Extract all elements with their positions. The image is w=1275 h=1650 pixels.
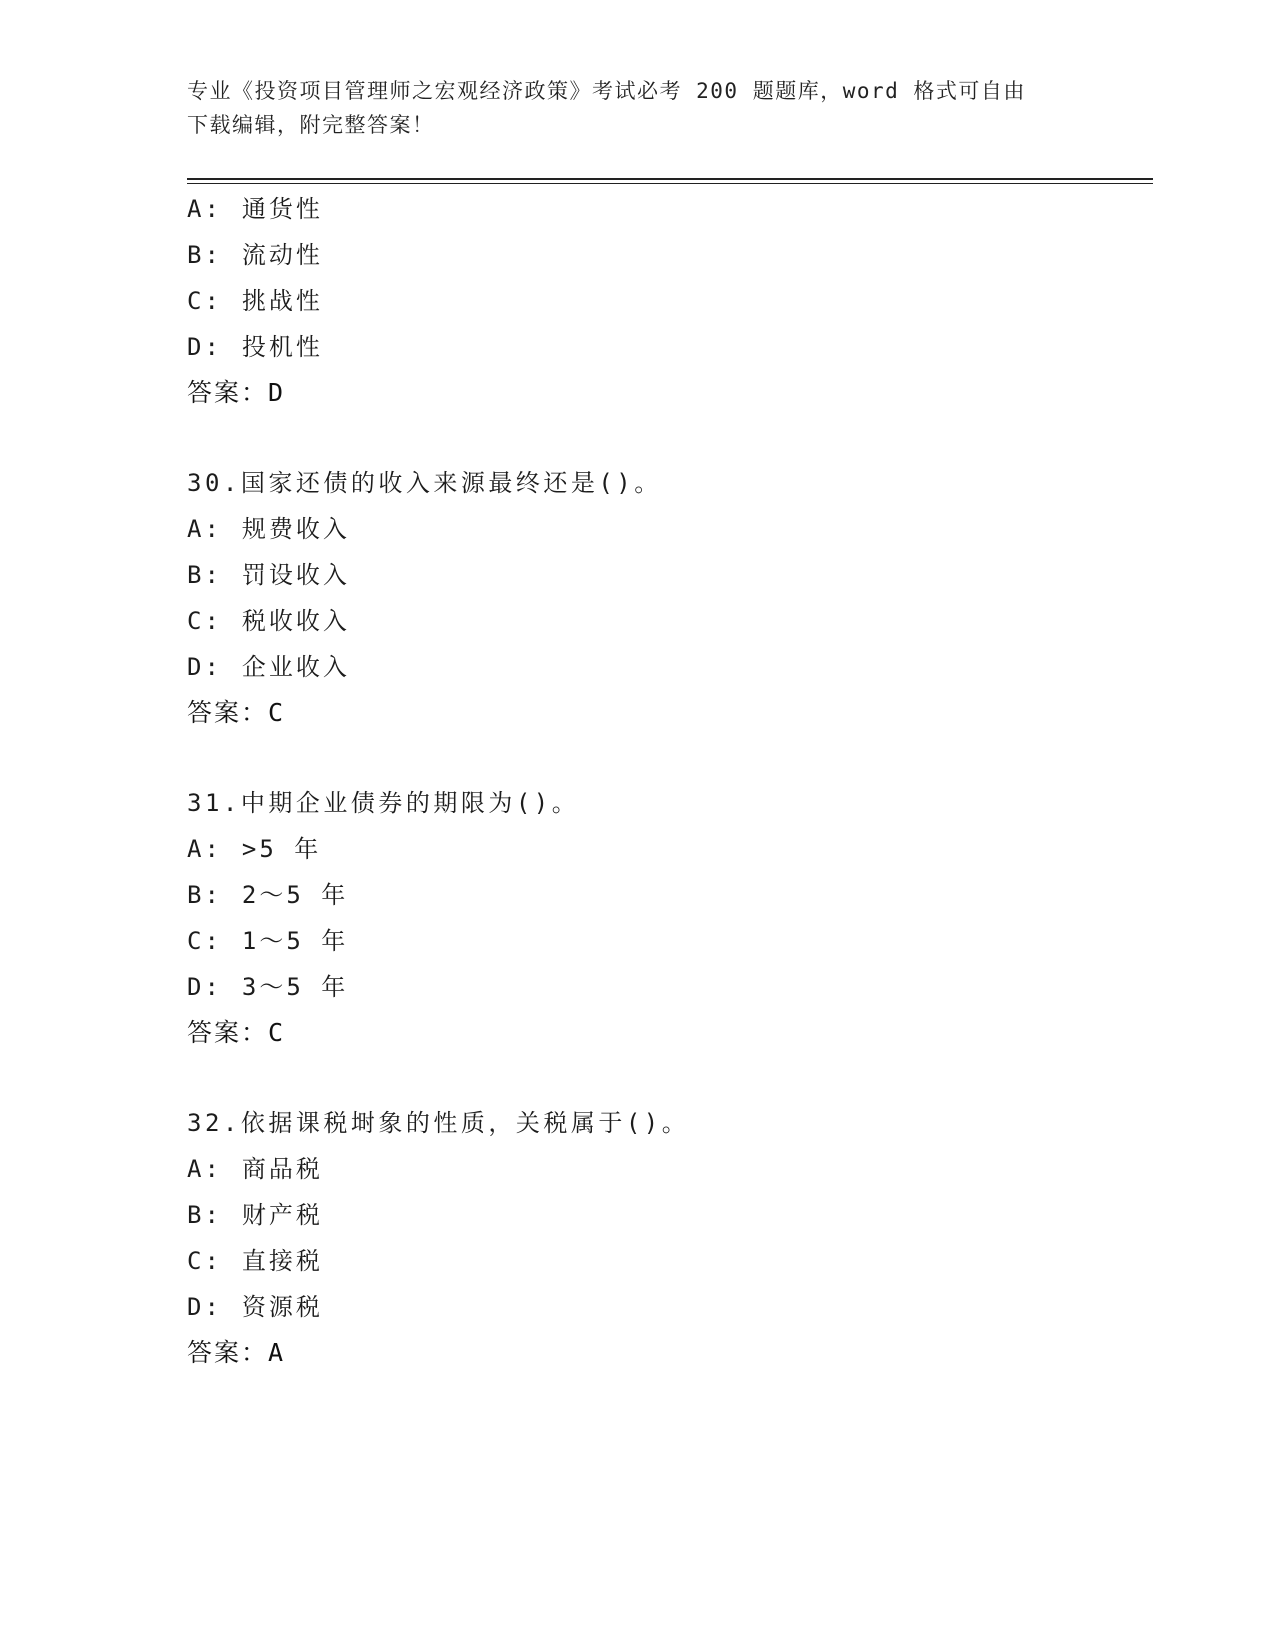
answer-label: 答案：: [187, 1018, 269, 1047]
question-stem: 31.中期企业债券的期限为()。: [187, 789, 580, 817]
option-c: C: 1～5 年: [187, 927, 349, 955]
option-a: A: >5 年: [187, 835, 322, 863]
answer-label: 答案：: [187, 1338, 269, 1367]
document-header: [187, 74, 1087, 142]
option-text: 商品税: [241, 1155, 323, 1183]
option-c: C: 税收收入: [187, 607, 350, 635]
option-b: B: 财产税: [187, 1201, 323, 1229]
option-text: 投机性: [241, 333, 323, 361]
option-text: 财产税: [241, 1201, 323, 1229]
option-text: 挑战性: [241, 287, 323, 315]
option-text: 资源税: [241, 1293, 323, 1321]
option-text: 通货性: [241, 195, 323, 223]
option-text: 1～5 年: [241, 927, 349, 955]
question-block: [187, 780, 1153, 1056]
option-text: 2～5 年: [241, 881, 349, 909]
option-d: D: 企业收入: [187, 653, 350, 681]
answer-value: D: [268, 378, 286, 407]
option-a: A: 商品税: [187, 1155, 323, 1183]
option-text: 直接税: [241, 1247, 323, 1275]
option-b: B: 罚设收入: [187, 561, 350, 589]
option-text: 企业收入: [241, 653, 350, 681]
option-text: 税收收入: [241, 607, 350, 635]
question-stem: 32.依据课税埘象的性质，关税属于()。: [187, 1109, 690, 1137]
header-divider-thick: [187, 178, 1153, 180]
header-line-1: 专业《投资项目管理师之宏观经济政策》考试必考 200 题题库，word 格式可自由: [187, 79, 1026, 103]
option-text: 流动性: [241, 241, 323, 269]
answer-value: C: [268, 698, 286, 727]
option-c: C: 挑战性: [187, 287, 323, 315]
header-divider-thin: [187, 183, 1153, 184]
answer-label: 答案：: [187, 378, 269, 407]
option-d: D: 资源税: [187, 1293, 323, 1321]
answer-line: [187, 1010, 1153, 1056]
option-a: A: 通货性: [187, 195, 323, 223]
option-c: C: 直接税: [187, 1247, 323, 1275]
header-line-2: 下载编辑，附完整答案！: [187, 113, 435, 137]
question-block: [187, 460, 1153, 736]
question-block: [187, 1100, 1153, 1376]
option-text: 规费收入: [241, 515, 350, 543]
option-d: D: 投机性: [187, 333, 323, 361]
answer-value: C: [268, 1018, 286, 1047]
option-text: 3～5 年: [241, 973, 349, 1001]
question-block: [187, 186, 1153, 416]
option-d: D: 3～5 年: [187, 973, 349, 1001]
question-list: [187, 186, 1153, 1420]
answer-line: [187, 690, 1153, 736]
option-b: B: 流动性: [187, 241, 323, 269]
option-text: 罚设收入: [241, 561, 350, 589]
answer-line: [187, 370, 1153, 416]
option-a: A: 规费收入: [187, 515, 350, 543]
answer-line: [187, 1330, 1153, 1376]
option-text: >5 年: [241, 835, 322, 863]
answer-value: A: [268, 1338, 286, 1367]
answer-label: 答案：: [187, 698, 269, 727]
question-stem: 30.国家还债的收入来源最终还是()。: [187, 469, 662, 497]
option-b: B: 2～5 年: [187, 881, 349, 909]
